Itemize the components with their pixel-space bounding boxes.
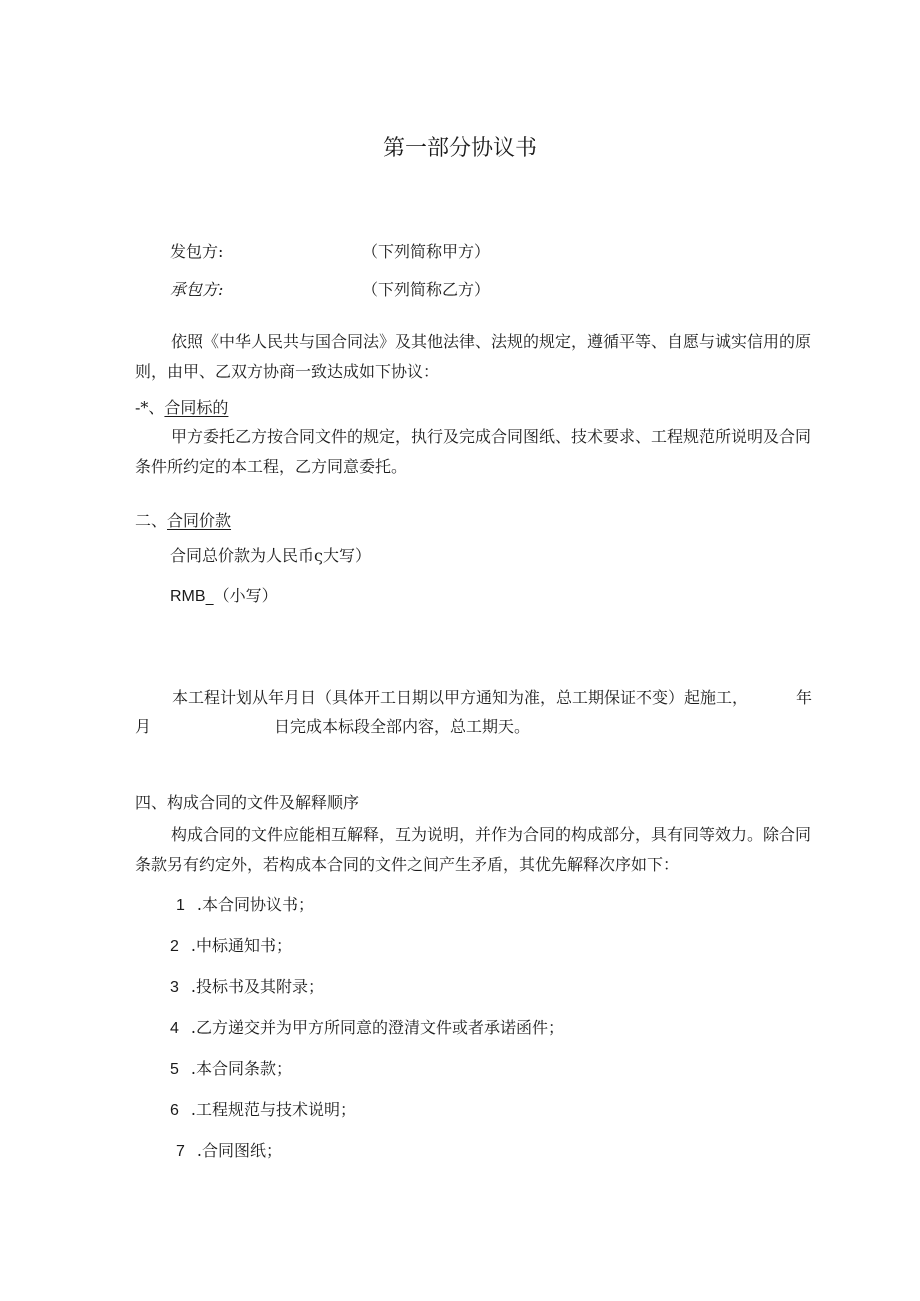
contractor-note: （下列简称乙方） xyxy=(362,280,491,299)
section1-paragraph xyxy=(135,422,815,482)
employer-note: （下列简称甲方） xyxy=(362,242,491,261)
rmb-label: RMB xyxy=(170,588,206,605)
list-item-text: .中标通知书； xyxy=(190,936,292,955)
section2-title: 合同价款 xyxy=(167,511,232,530)
intro-text: 依照《中华人民共与国合同法》及其他法律、法规的规定，遵循平等、自愿与诚实信用的原则，由甲、乙双方协商一致达成如下协议： xyxy=(135,332,812,381)
schedule-line1-end: 年 xyxy=(796,688,813,707)
list-item-text: .工程规范与技术说明； xyxy=(190,1100,356,1119)
section1-number: ‑*、 xyxy=(135,398,165,417)
list-item-text: .投标书及其附录； xyxy=(190,977,324,996)
list-item-text: .乙方递交并为甲方所同意的澄清文件或者承诺函件； xyxy=(190,1018,564,1037)
employer-label: 发包方: xyxy=(170,242,224,261)
schedule-line2-start: 月 xyxy=(135,717,152,736)
intro-paragraph xyxy=(135,327,815,387)
list-item xyxy=(170,1018,564,1039)
list-item-text: .本合同条款； xyxy=(190,1059,292,1078)
list-item-text: .合同图纸； xyxy=(196,1141,282,1160)
schedule-line1: 本工程计划从年月日（具体开工日期以甲方通知为准，总工期保证不变）起施工， xyxy=(172,688,749,707)
rmb-line xyxy=(170,586,278,607)
list-item-number: 2 xyxy=(170,938,179,955)
list-item xyxy=(176,1141,282,1162)
schedule-line2-rest: 日完成本标段全部内容，总工期天。 xyxy=(274,717,531,736)
rmb-suffix: （小写） xyxy=(213,586,278,605)
section4-paragraph xyxy=(135,820,815,880)
document-title: 第一部分协议书 xyxy=(382,136,537,161)
list-item xyxy=(170,1100,356,1121)
section4-body: 构成合同的文件应能相互解释，互为说明，并作为合同的构成部分，具有同等效力。除合同条款另有约定外，若构成本合同的文件之间产生矛盾，其优先解释次序如下： xyxy=(135,825,812,874)
rmb-blank: _ xyxy=(205,586,214,605)
section1-title: 合同标的 xyxy=(164,398,229,417)
section2-number: 二、 xyxy=(135,511,168,530)
list-item xyxy=(170,977,324,998)
list-item-number: 4 xyxy=(170,1020,179,1037)
price-caps-line: 合同总价款为人民币ς大写） xyxy=(170,546,371,565)
list-item-text: .本合同协议书； xyxy=(196,895,314,914)
list-item-number: 6 xyxy=(170,1102,179,1119)
section4-heading: 四、构成合同的文件及解释顺序 xyxy=(135,793,360,812)
section1-body: 甲方委托乙方按合同文件的规定，执行及完成合同图纸、技术要求、工程规范所说明及合同条件所约定的本工程，乙方同意委托。 xyxy=(135,427,812,476)
list-item-number: 1 xyxy=(176,897,185,914)
list-item-number: 3 xyxy=(170,979,179,996)
list-item-number: 7 xyxy=(176,1143,185,1160)
list-item xyxy=(170,936,292,957)
section1-heading xyxy=(135,398,228,418)
list-item xyxy=(176,895,314,916)
list-item xyxy=(170,1059,292,1080)
list-item-number: 5 xyxy=(170,1061,179,1078)
contractor-label: 承包方: xyxy=(170,280,224,299)
section2-heading xyxy=(135,511,231,531)
